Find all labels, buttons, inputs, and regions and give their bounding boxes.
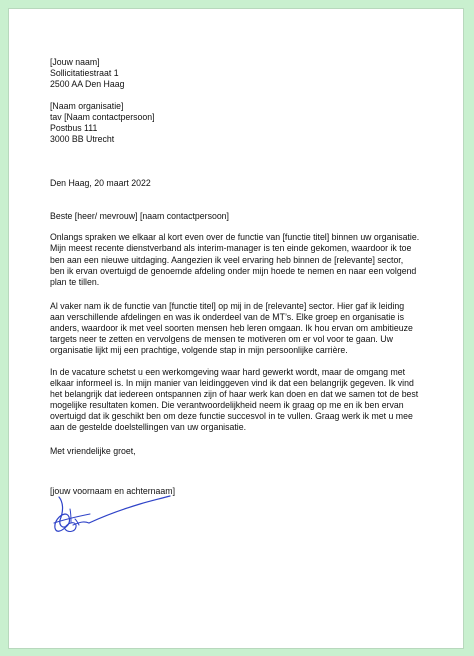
paragraph-line: ben aan een nieuwe uitdaging. Aangezien ik veel ervaring heb binnen de [relevante] sector, [50, 254, 404, 265]
paragraph-line: het belangrijk dat iedereen ontspannen zijn of haar werk kan doen en dat we samen tot de best [50, 388, 419, 399]
signature-name: [jouw voornaam en achternaam] [50, 486, 175, 497]
recipient-postbox: Postbus 111 [50, 123, 98, 134]
paragraph-line: Onlangs spraken we elkaar al kort even over de functie van [functie titel] binnen uw organisatie. [50, 232, 420, 243]
letter-date: Den Haag, 20 maart 2022 [50, 178, 151, 189]
paragraph-line: aan de gestelde doelstellingen van uw organisatie. [50, 422, 247, 433]
paragraph-experience [50, 301, 450, 356]
paragraph-line: Al vaker nam ik de functie van [functie titel] op mij in de [relevante] sector. Hier gaf ik leiding [50, 300, 405, 311]
sender-name: [Jouw naam] [50, 57, 100, 67]
closing: Met vriendelijke groet, [50, 446, 136, 457]
recipient-address [50, 101, 450, 145]
handwritten-signature-icon [49, 492, 179, 540]
paragraph-line: ben ik ervan overtuigd de genoemde afdeling onder mijn hoede te nemen en naar een volgend [50, 265, 417, 276]
salutation: Beste [heer/ mevrouw] [naam contactpersoon] [50, 211, 229, 222]
paragraph-line: mogelijke resultaten komen. Die verantwoordelijkheid neem ik graag op me en ik ben ervan [50, 400, 404, 411]
paragraph-line: Mijn meest recente dienstverband als interim-manager is ten einde gekomen, waardoor ik toe [50, 243, 412, 254]
paragraph-line: anders, waardoor ik met veel soorten mensen heb leren omgaan. Ik hou ervan om ambitieuze [50, 322, 413, 333]
paragraph-line: In de vacature schetst u een werkomgeving waar hard gewerkt wordt, maar de omgang met [50, 366, 406, 377]
paragraph-line: targets neer te zetten en vervolgens de mensen te motiveren om er vol voor te gaan. Uw [50, 333, 393, 344]
paragraph-line: plan te tillen. [50, 276, 100, 287]
sender-address [50, 57, 450, 90]
paragraph-intro [50, 232, 450, 287]
paragraph-line: overtuigd dat ik geschikt ben om deze functie succesvol in te vullen. Graag werk ik met u mee [50, 411, 413, 422]
letter-page [8, 8, 464, 649]
paragraph-line: elkaar informeel is. In mijn manier van leidinggeven vind ik dat een belangrijk gegeven. Ik vind [50, 377, 414, 388]
recipient-organisation: [Naam organisatie] [50, 101, 124, 112]
recipient-contact: tav [Naam contactpersoon] [50, 112, 155, 123]
letter-content [50, 57, 450, 497]
paragraph-line: organisatie lijkt mij een prachtige, volgende stap in mijn persoonlijke carrière. [50, 344, 348, 355]
paragraph-vacancy [50, 367, 450, 433]
sender-street: Sollicitatiestraat 1 [50, 68, 119, 79]
sender-city: 2500 AA Den Haag [50, 79, 125, 90]
paragraph-line: aan verschillende afdelingen en was ik onderdeel van de MT’s. Elke groep en organisatie is [50, 311, 404, 322]
recipient-city: 3000 BB Utrecht [50, 134, 115, 145]
